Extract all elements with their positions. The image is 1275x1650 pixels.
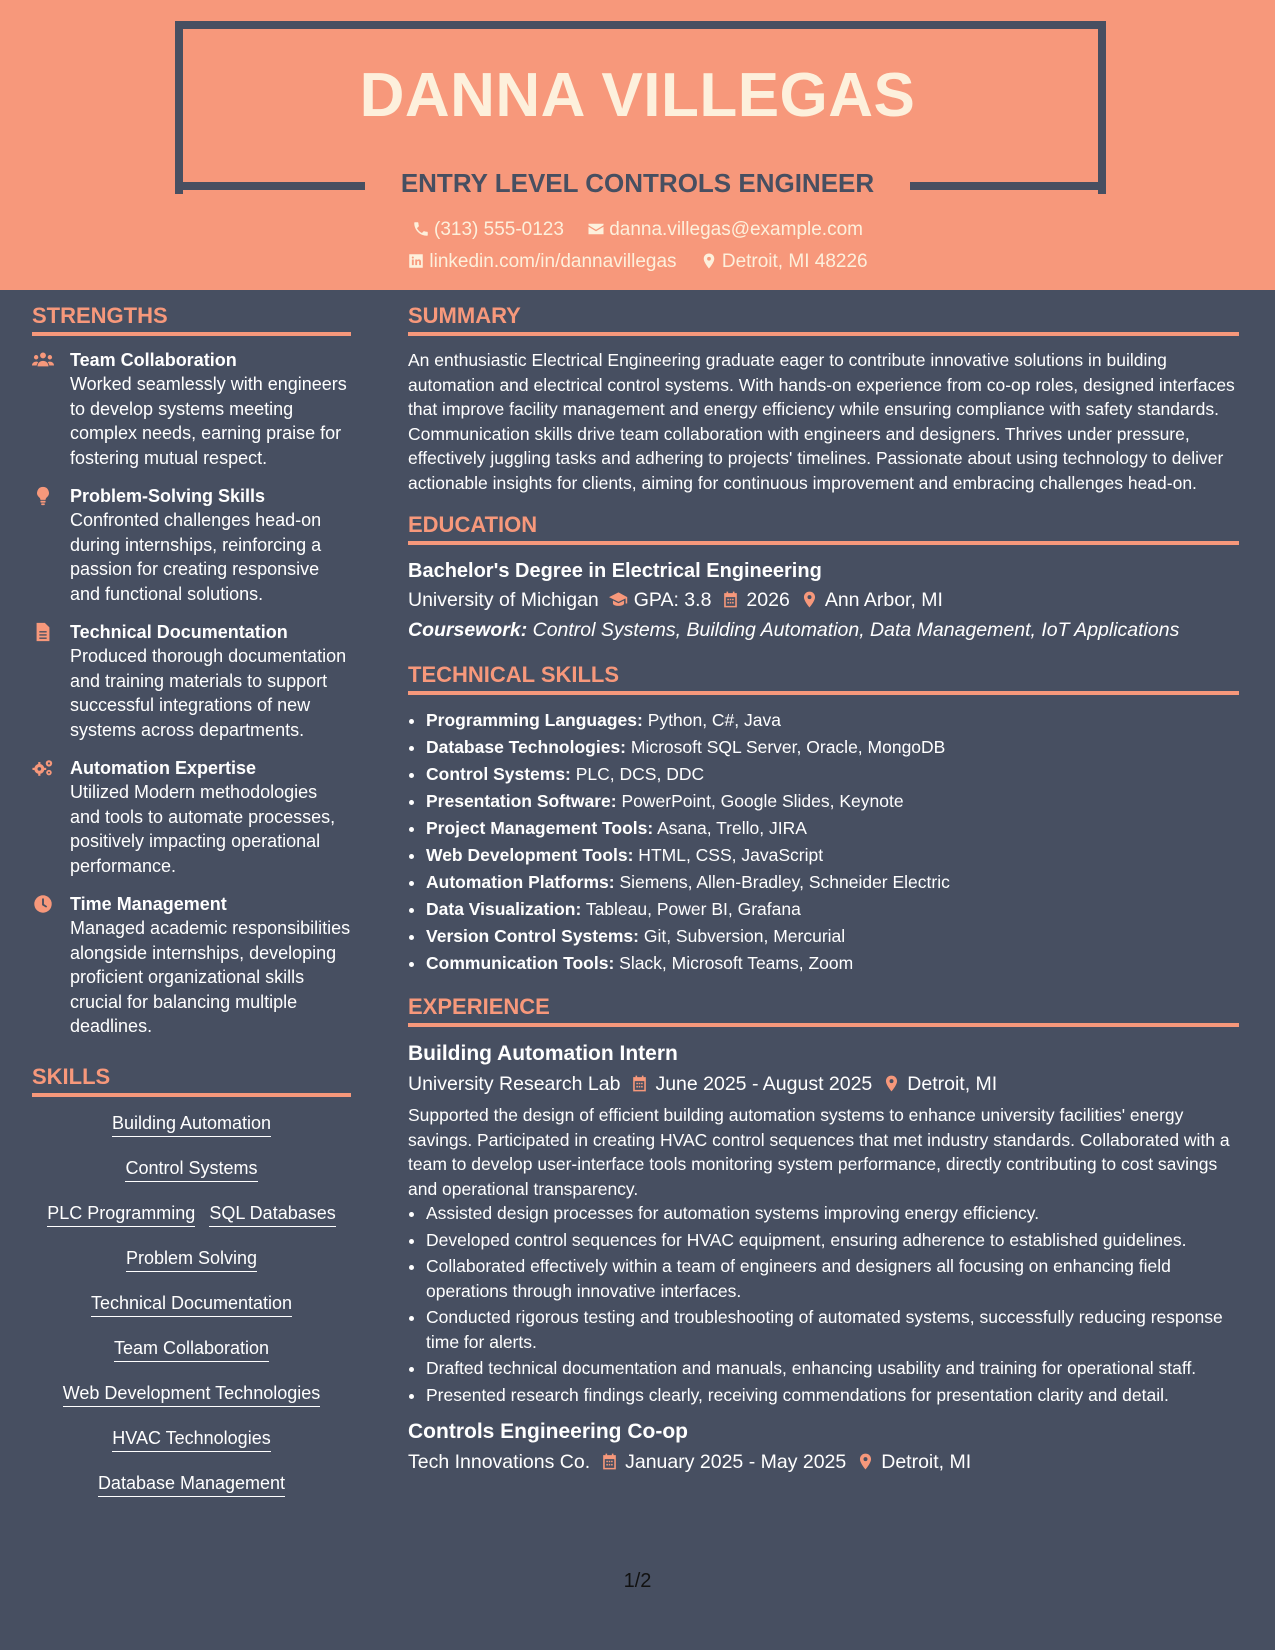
coursework	[408, 615, 1239, 645]
list-item: • Developed control sequences for HVAC equipment, ensuring adherence to established guidelines.	[426, 1228, 1239, 1253]
map-pin-icon	[800, 590, 819, 609]
gpa-text: GPA: 3.8	[633, 589, 712, 611]
list-item: • Control Systems: PLC, DCS, DDC	[426, 761, 1239, 788]
strength-title: Automation Expertise	[70, 758, 257, 778]
education-meta	[408, 585, 1239, 615]
experience-heading: EXPERIENCE	[408, 991, 1239, 1027]
skill-tag: Building Automation	[112, 1110, 271, 1137]
list-item: • Data Visualization: Tableau, Power BI, Grafana	[426, 896, 1239, 923]
job-description: Supported the design of efficient building automation systems to enhance university facilities' energy savings. Participated in creating HVAC control sequences that met industry standards. Collaborated with a team to develop user-interface tools monitoring system performance, directly contributing to cost savings and operational transparency.	[408, 1105, 1230, 1199]
list-item: • Version Control Systems: Git, Subversion, Mercurial	[426, 923, 1239, 950]
strength-description: Confronted challenges head-on during internships, reinforcing a passion for creating responsive and functional solutions.	[70, 510, 322, 604]
list-item: • Communication Tools: Slack, Microsoft Teams, Zoom	[426, 950, 1239, 977]
skill-tag: Team Collaboration	[114, 1335, 269, 1362]
skill-tag: Problem Solving	[126, 1245, 257, 1272]
list-item: • Presented research findings clearly, receiving commendations for presentation clarity and detail.	[426, 1383, 1239, 1408]
skill-tag: PLC Programming	[47, 1200, 195, 1227]
skills-heading: SKILLS	[32, 1061, 351, 1097]
job-entry	[408, 1417, 1239, 1477]
linkedin-icon	[407, 252, 425, 270]
list-item: • Assisted design processes for automation systems improving energy efficiency.	[426, 1201, 1239, 1226]
graduation-cap-icon	[609, 590, 628, 609]
skill-tag: Database Management	[98, 1470, 285, 1497]
graduation-year: 2026	[746, 589, 790, 611]
job-location: Detroit, MI	[907, 1073, 998, 1095]
gears-icon	[32, 758, 56, 780]
summary-heading: SUMMARY	[408, 300, 1239, 336]
calendar-icon	[600, 1452, 619, 1471]
linkedin-text: linkedin.com/in/dannavillegas	[429, 251, 677, 272]
resume-header	[0, 0, 1275, 290]
skill-tag: Technical Documentation	[91, 1290, 292, 1317]
right-column	[408, 300, 1239, 1477]
phone-icon	[412, 220, 430, 238]
list-item: • Presentation Software: PowerPoint, Google Slides, Keynote	[426, 788, 1239, 815]
strength-title: Problem-Solving Skills	[70, 486, 266, 506]
candidate-name: DANNA VILLEGAS	[359, 61, 916, 130]
skills-list	[32, 1109, 351, 1514]
email-contact[interactable]	[587, 219, 863, 241]
school-location: Ann Arbor, MI	[824, 589, 943, 611]
strength-item	[32, 620, 351, 742]
summary-text: An enthusiastic Electrical Engineering graduate eager to contribute innovative solutions in building automation and electrical control systems. With hands-on experience from co-op roles, designed interfaces that improve facility management and energy efficiency while ensuring compliance with safety standards. Communication skills drive team collaboration with engineers and designers. Thrives under pressure, effectively juggling tasks and adhering to projects' timelines. Passionate about using technology to deliver actionable insights for clients, aiming for continuous improvement and embracing challenges head-on.	[408, 350, 1235, 493]
clock-icon	[32, 894, 56, 916]
calendar-icon	[630, 1074, 649, 1093]
list-item: • Drafted technical documentation and manuals, enhancing usability and training for operational staff.	[426, 1356, 1239, 1381]
list-item: • Database Technologies: Microsoft SQL Server, Oracle, MongoDB	[426, 734, 1239, 761]
list-item: • Project Management Tools: Asana, Trello, JIRA	[426, 815, 1239, 842]
skill-tag: Web Development Technologies	[63, 1380, 321, 1407]
school-name: University of Michigan	[408, 589, 599, 611]
job-role: Controls Engineering Co-op	[408, 1420, 688, 1443]
email-text: danna.villegas@example.com	[609, 219, 863, 240]
strength-item	[32, 348, 351, 470]
map-pin-icon	[700, 252, 718, 270]
list-item: • Programming Languages: Python, C#, Java	[426, 707, 1239, 734]
strength-item	[32, 756, 351, 878]
job-entry	[408, 1039, 1239, 1407]
strength-description: Managed academic responsibilities alongside internships, developing proficient organizational skills crucial for balancing multiple deadlines.	[70, 918, 351, 1036]
technical-skills-heading: TECHNICAL SKILLS	[408, 659, 1239, 695]
strength-title: Time Management	[70, 894, 227, 914]
degree-title: Bachelor's Degree in Electrical Engineering	[408, 560, 822, 582]
list-item: • Collaborated effectively within a team of engineers and designers all focusing on enhancing field operations through innovative interfaces.	[426, 1254, 1239, 1303]
location-contact	[700, 251, 868, 273]
contact-row-2	[0, 251, 1275, 273]
coursework-list: Control Systems, Building Automation, Data Management, IoT Applications	[527, 619, 1180, 641]
contact-row-1	[0, 219, 1275, 241]
strength-title: Technical Documentation	[70, 622, 288, 642]
job-location: Detroit, MI	[881, 1451, 972, 1473]
strengths-heading: STRENGTHS	[32, 300, 351, 336]
strength-item	[32, 484, 351, 606]
document-icon	[32, 622, 56, 644]
calendar-icon	[721, 590, 740, 609]
job-meta	[408, 1069, 1239, 1099]
list-item: • Web Development Tools: HTML, CSS, JavaScript	[426, 842, 1239, 869]
page-number: 1/2	[623, 1570, 652, 1592]
skill-tag: Control Systems	[125, 1155, 257, 1182]
job-dates: January 2025 - May 2025	[625, 1451, 847, 1473]
list-item: • Automation Platforms: Siemens, Allen-Bradley, Schneider Electric	[426, 869, 1239, 896]
lightbulb-icon	[32, 486, 56, 508]
left-column	[32, 300, 351, 1514]
coursework-label: Coursework:	[408, 619, 528, 641]
company-name: University Research Lab	[408, 1073, 621, 1095]
strength-item	[32, 892, 351, 1039]
job-title-heading: ENTRY LEVEL CONTROLS ENGINEER	[400, 168, 875, 198]
company-name: Tech Innovations Co.	[408, 1451, 591, 1473]
strength-title: Team Collaboration	[70, 350, 237, 370]
email-icon	[587, 220, 605, 238]
education-heading: EDUCATION	[408, 509, 1239, 545]
map-pin-icon	[856, 1452, 875, 1471]
phone-text: (313) 555-0123	[434, 219, 564, 240]
strength-description: Worked seamlessly with engineers to develop systems meeting complex needs, earning praise for fostering mutual respect.	[70, 374, 347, 468]
strength-description: Utilized Modern methodologies and tools to automate processes, positively impacting operational performance.	[70, 782, 336, 876]
location-text: Detroit, MI 48226	[721, 251, 868, 272]
linkedin-contact[interactable]	[407, 251, 676, 273]
users-icon	[32, 350, 56, 372]
technical-skills-list	[408, 707, 1239, 977]
job-role: Building Automation Intern	[408, 1042, 678, 1065]
phone-contact[interactable]	[412, 219, 564, 241]
map-pin-icon	[882, 1074, 901, 1093]
job-dates: June 2025 - August 2025	[655, 1073, 873, 1095]
list-item: • Conducted rigorous testing and troubleshooting of automated systems, successfully reducing response time for alerts.	[426, 1305, 1239, 1354]
job-bullets	[408, 1201, 1239, 1407]
job-meta	[408, 1447, 1239, 1477]
strength-description: Produced thorough documentation and training materials to support successful integrations of new systems across departments.	[70, 646, 347, 740]
skill-tag: HVAC Technologies	[112, 1425, 270, 1452]
skill-tag: SQL Databases	[209, 1200, 335, 1227]
